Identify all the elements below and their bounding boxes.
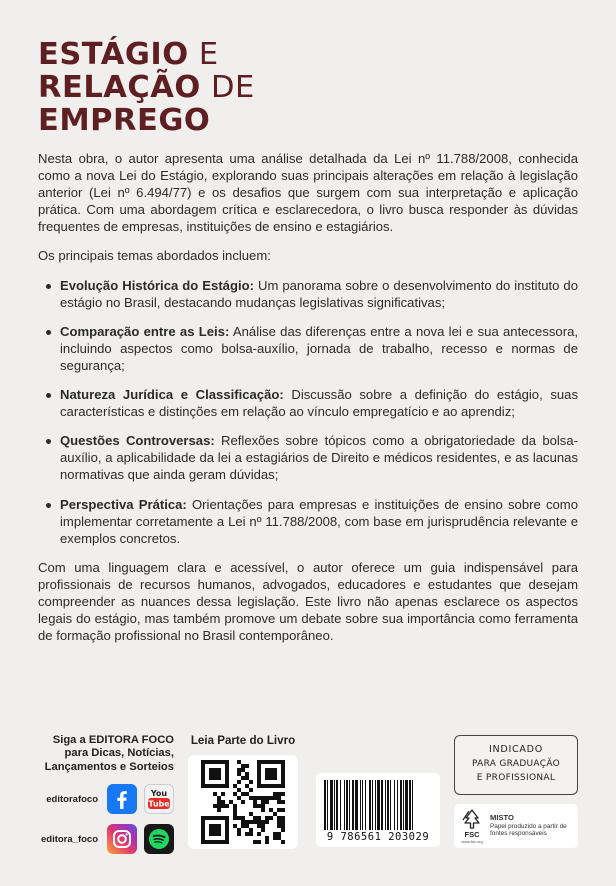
topic-title: Comparação entre as Leis: (60, 323, 230, 339)
read-sample-block (188, 734, 298, 849)
topic-text: Orientações para empresas e instituições de ensino sobre como implementar corretamente a Lei nº 11.788/2008, com base em jurisprudência relevante e exemplos concretos. (60, 496, 578, 546)
title-line-2 (38, 71, 458, 104)
topic-title: Evolução Histórica do Estágio: (60, 277, 254, 293)
bullet-icon (46, 439, 51, 444)
topic-text: Um panorama sobre o desenvolvimento do instituto do estágio no Brasil, destacando mudanças legislativas significativas; (60, 277, 578, 310)
topics-intro: Os principais temas abordados incluem: (38, 248, 271, 264)
barcode-icon (316, 773, 440, 847)
svg-text:Tube: Tube (148, 799, 170, 809)
spotify-icon[interactable] (144, 824, 174, 854)
topic-list (38, 277, 578, 547)
isbn-digits: 9 786561 203029 (326, 831, 430, 843)
qr-code-icon[interactable] (188, 755, 298, 849)
indication-badge (454, 735, 578, 795)
book-title (38, 38, 458, 137)
handle-editorafoco: editorafoco (46, 793, 98, 805)
social-row-2 (38, 824, 174, 854)
fsc-certification (454, 804, 578, 848)
topic-title: Questões Controversas: (60, 433, 215, 449)
title-word-estagio: ESTÁGIO (38, 37, 189, 72)
title-word-emprego: EMPREGO (38, 103, 211, 138)
topic-text: Análise das diferenças entre a nova lei e sua antecessora, incluindo aspectos como bolsa-auxílio, jornada de trabalho, recesso e normas de segurança; (60, 323, 578, 373)
social-row-1 (38, 784, 174, 814)
youtube-icon[interactable] (144, 784, 174, 814)
indication-line-2: PARA GRADUAÇÃO (471, 759, 561, 769)
paragraph-closing: Com uma linguagem clara e acessível, o autor oferece um guia indispensável para profissionais de recursos humanos, advogados, educadores e estudantes que desejam compreender as nuances dessa legislação. Este livro não apenas esclarece os aspectos legais do estágio, mas também promove um debate sobre sua importância como ferramenta de formação profissional no Brasil contemporâneo. (38, 559, 578, 644)
bullet-icon (46, 393, 51, 398)
topic-title: Natureza Jurídica e Classificação: (60, 387, 284, 403)
topic-title: Perspectiva Prática: (60, 496, 187, 512)
synopsis (38, 150, 578, 656)
fsc-label: FSC (464, 830, 480, 839)
fsc-description (490, 814, 572, 838)
title-line-1 (38, 38, 458, 71)
fsc-text: Papel produzido a partir de fontes responsáveis (490, 822, 567, 838)
title-word-e: E (198, 37, 219, 72)
bullet-icon (46, 503, 51, 508)
title-line-3 (38, 104, 458, 137)
list-item (38, 386, 578, 420)
fsc-tree-icon (460, 808, 484, 830)
topic-text: Reflexões sobre tópicos como a obrigatoriedade da bolsa-auxílio, a aplicabilidade da lei a estagiários de Direito e médicos residentes, e as lacunas normativas que ainda geram dúvidas; (60, 433, 578, 483)
title-word-de: DE (210, 70, 255, 105)
fsc-logo (460, 808, 484, 844)
instagram-icon[interactable] (107, 824, 137, 854)
topic-text: Discussão sobre a definição do estágio, suas características e distinções em relação ao vínculo empregatício e ao aprendiz; (60, 387, 579, 420)
bullet-icon (46, 284, 51, 289)
list-item (38, 496, 578, 547)
read-sample-title: Leia Parte do Livro (190, 734, 296, 747)
svg-text:You: You (150, 789, 168, 799)
list-item (38, 432, 578, 483)
indication-line-3: E PROFISSIONAL (476, 773, 556, 783)
paragraph-intro: Nesta obra, o autor apresenta uma análise detalhada da Lei nº 11.788/2008, conhecida como a nova Lei do Estágio, explorando suas principais alterações em relação à legislação anterior (Lei nº 6.494/77) e os desafios que surgem com sua interpretação e aplicação prática. Com uma abordagem crítica e esclarecedora, o livro busca responder às dúvidas frequentes de empresas, instituições de ensino e estagiários. (38, 151, 578, 235)
social-heading: Siga a EDITORA FOCO para Dicas, Notícias, Lançamentos e Sorteios (44, 734, 174, 773)
facebook-icon[interactable] (107, 784, 137, 814)
fsc-title: MISTO (490, 813, 514, 823)
fsc-url: www.fsc.org (461, 839, 483, 844)
indication-line-1: INDICADO (488, 744, 544, 755)
list-item (38, 277, 578, 311)
title-word-relacao: RELAÇÃO (38, 70, 201, 105)
handle-editora-foco: editora_foco (40, 833, 98, 845)
list-item (38, 323, 578, 374)
bullet-icon (46, 330, 51, 335)
social-block (38, 734, 174, 854)
